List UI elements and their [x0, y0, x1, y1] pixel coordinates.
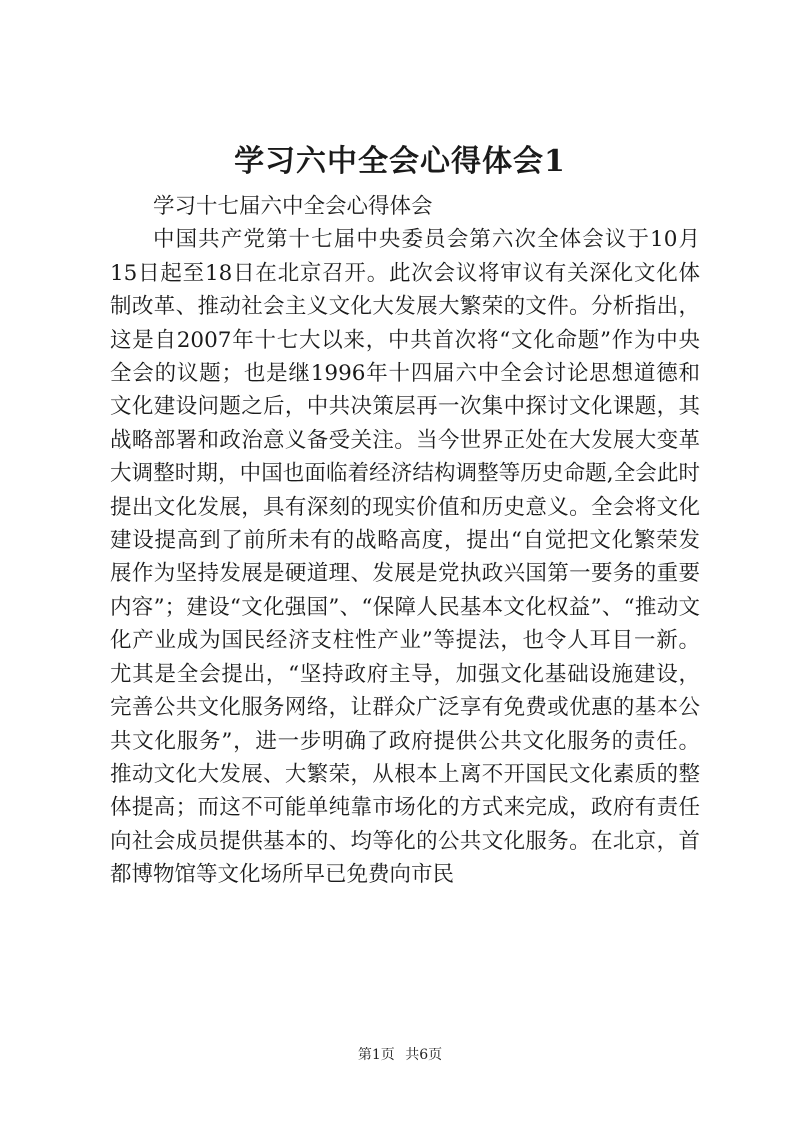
page-footer — [0, 1045, 800, 1065]
page-title: 学习六中全会心得体会1 — [234, 144, 566, 179]
body-paragraph: 中国共产党第十七届中央委员会第六次全体会议于10月15日起至18日在北京召开。此次会议将审议有关深化文化体制改革、推动社会主义文化大发展大繁荣的文件。分析指出，这是自2007年十七大以来，中共首次将“文化命题”作为中央全会的议题；也是继1996年十四届六中全会讨论思想道德和文化建设问题之后，中共决策层再一次集中探讨文化课题，其战略部署和政治意义备受关注。当今世界正处在大发展大变革大调整时期，中国也面临着经济结构调整等历史命题,全会此时提出文化发展，具有深刻的现实价值和历史意义。全会将文化建设提高到了前所未有的战略高度，提出“自觉把文化繁荣发展作为坚持发展是硬道理、发展是党执政兴国第一要务的重要内容”；建设“文化强国”、“保障人民基本文化权益”、“推动文化产业成为国民经济支柱性产业”等提法，也令人耳目一新。尤其是全会提出，“坚持政府主导，加强文化基础设施建设，完善公共文化服务网络，让群众广泛享有免费或优惠的基本公共文化服务”，进一步明确了政府提供公共文化服务的责任。推动文化大发展、大繁荣，从根本上离不开国民文化素质的整体提高；而这不可能单纯靠市场化的方式来完成，政府有责任向社会成员提供基本的、均等化的公共文化服务。在北京，首都博物馆等文化场所早已免费向市民 — [110, 227, 700, 888]
subtitle-paragraph: 学习十七届六中全会心得体会 — [153, 194, 433, 219]
document-body — [110, 190, 700, 892]
page-number: 第1页 — [357, 1047, 395, 1063]
page-total: 共6页 — [405, 1047, 443, 1063]
